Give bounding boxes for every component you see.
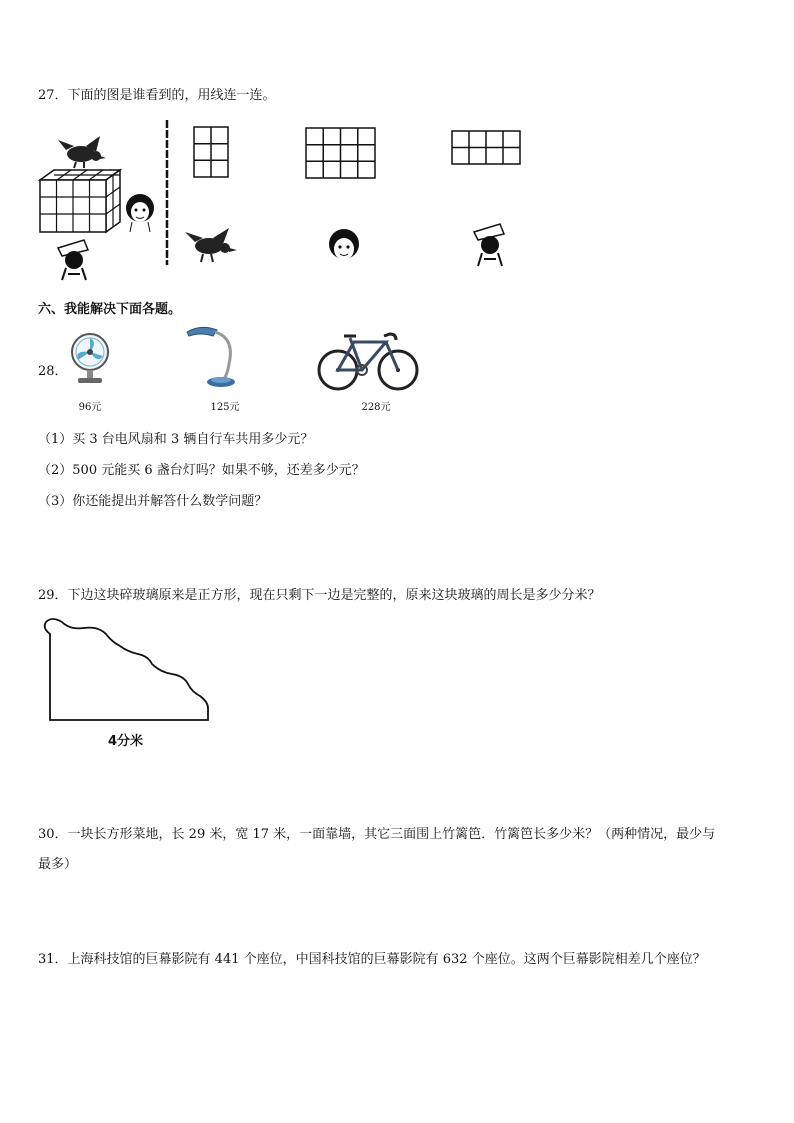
broken-glass-figure <box>40 616 212 724</box>
q28-sub-3: （3）你还能提出并解答什么数学问题？ <box>38 494 268 509</box>
section-heading: 六、我能解决下面各题。 <box>38 302 182 317</box>
bicycle-price: 228元 <box>361 402 391 413</box>
view-grid-2 <box>305 127 376 179</box>
view-grid-3 <box>451 130 521 165</box>
q29-text: 29．下边这块碎玻璃原来是正方形，现在只剩下一边是完整的，原来这块玻璃的周长是多少分米？ <box>38 588 601 603</box>
q30-line-2: 最多） <box>38 857 78 872</box>
q27-text: 27．下面的图是谁看到的，用线连一连。 <box>38 88 276 103</box>
lamp-price: 125元 <box>210 402 240 413</box>
q28-number: 28． <box>38 364 68 379</box>
hat-person-icon <box>58 240 88 280</box>
q31-text: 31．上海科技馆的巨幕影院有 441 个座位，中国科技馆的巨幕影院有 632 个座位。这两个巨幕影院相差几个座位？ <box>38 952 706 967</box>
child-icon <box>324 227 364 267</box>
q28-sub-2: （2）500 元能买 6 盏台灯吗？如果不够，还差多少元？ <box>38 463 365 478</box>
view-grid-1 <box>193 126 229 178</box>
desk-lamp-icon <box>183 324 243 390</box>
q30-line-1: 30．一块长方形菜地，长 29 米，宽 17 米，一面靠墙，其它三面围上竹篱笆．竹篱笆长多少米？（两种情况，最少与 <box>38 827 716 842</box>
q28-sub-1: （1）买 3 台电风扇和 3 辆自行车共用多少元？ <box>38 432 314 447</box>
fan-price: 96元 <box>78 402 102 413</box>
divider-line <box>164 120 170 265</box>
child-icon <box>126 194 154 232</box>
fan-icon <box>68 332 112 386</box>
bird-icon <box>183 226 239 266</box>
glass-side-label: 4分米 <box>108 734 144 749</box>
hat-person-icon <box>470 222 510 268</box>
bicycle-icon <box>316 326 420 392</box>
cube-stack-figure <box>36 132 166 282</box>
bird-icon <box>58 136 106 168</box>
